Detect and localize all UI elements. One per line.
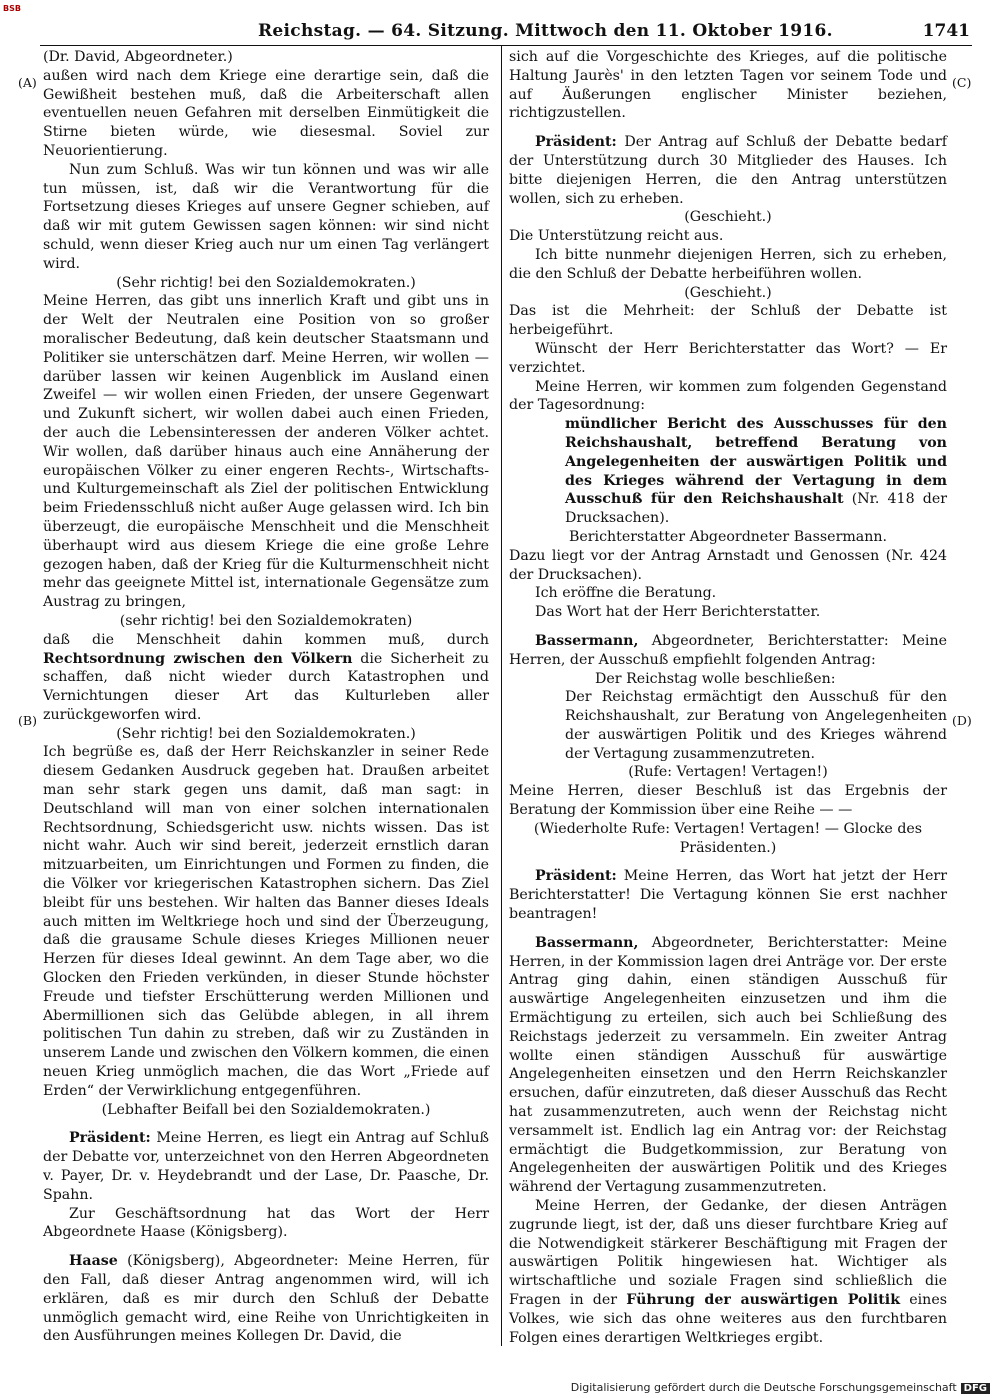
text-run: Abgeordneter, Berichterstatter: Meine Herren, in der Kommission lagen drei Anträge vor. Der erste Antrag ging dahin, einen ständigen Ausschuß für auswärtige Angelegenheiten einzusetzen und ihm die Ermächtigung zu erteilen, sich auch bei Schließung des Reichstags jederzeit zu versammeln. Ein zweiter Antrag wollte einen ständigen Ausschuß für auswärtige Angelegenheiten einsetzen und den Herrn Reichskanzler ersuchen, dafür einzutreten, daß dieser Ausschuß das Recht hat zusammenzutreten, auch wenn der Reichstag nicht versammelt ist. Endlich lag ein Antrag vor: der Reichstag ermächtigt die Budgetkommission, zur Beratung von Angelegenheiten der auswärtigen Politik und des Krieges während der Vertagung zusammenzutreten. [509,934,947,1196]
paragraph: Ich eröffne die Beratung. [535,585,717,602]
speaker-name: Bassermann, [535,934,639,951]
interjection: (Sehr richtig! bei den Sozialdemokraten.) [116,274,416,291]
page-number: 1741 [922,21,970,41]
motion-text: Der Reichstag ermächtigt den Ausschuß für den Reichshaushalt, zur Beratung von Angelegenheiten der auswärtigen Politik und des Krieges während der Vertagung zusammenzutreten. [565,689,947,762]
paragraph [43,631,489,725]
speaker-name: Präsident: [69,1130,151,1147]
paragraph: Wünscht der Herr Berichterstatter das Wort? — Er verzichtet. [509,340,947,376]
paragraph: Die Unterstützung reicht aus. [509,228,724,245]
paragraph [509,867,947,923]
paragraph: Berichterstatter Abgeordneter Bassermann. [568,528,888,545]
text-run: Meine Herren, es liegt ein Antrag auf Schluß der Debatte vor, unterzeichnet von den Herren Abgeordneten v. Payer, Dr. v. Heydebrandt und der Lase, Dr. Paasche, Dr. Spahn. [43,1130,489,1203]
text-run: (Nr. 418 der Drucksachen). [565,491,947,527]
header-rule [40,45,972,46]
margin-marker-a: (A) [18,75,37,90]
paragraph [43,1252,489,1346]
interjection: (Sehr richtig! bei den Sozialdemokraten.) [116,725,416,742]
interjection: (Rufe: Vertagen! Vertagen!) [628,764,828,781]
paragraph: Der Reichstag wolle beschließen: [595,670,836,687]
paragraph [509,934,947,1197]
corner-tag: BSB [3,4,21,13]
paragraph [509,632,947,670]
paragraph: sich auf die Vorgeschichte des Krieges, auf die politische Haltung Jaurès' in den letzten Tagen vor seinem Tode und auf Äußerungen englischer Minister beziehen, richtigzustellen. [509,49,947,122]
emphasis: Führung der auswärtigen Politik [626,1292,901,1308]
interjection: (Geschieht.) [684,284,772,301]
text-run: Der Antrag auf Schluß der Debatte bedarf der Unterstützung durch 30 Mitglieder des Hauses. Ich bitte diejenigen Herren, die den Antrag unterstützen wollen, sich zu erheben. [509,134,947,207]
interjection: (Wiederholte Rufe: Vertagen! Vertagen! — Glocke des Präsidenten.) [533,820,923,856]
paragraph: Meine Herren, das gibt uns innerlich Kraft und gibt uns in der Welt der Neutralen eine Position von so großer moralischer Bedeutung, daß kein deutscher Staatsmann und Politiker sie unterschätzen darf. Meine Herren, wir wollen — darüber lassen wir keinen Augenblick im Ausland einen Zweifel — wir wollen einen Frieden, der unsere Gegenwart und Zukunft sichert, wir wollen dabei auch einen Frieden, der auch die Lebensinteressen der anderen Völker achtet. Wir wollen, daß darüber hinaus auch eine Annäherung der europäischen Völker zu einer engeren Rechts-, Wirtschafts- und Kulturgemeinschaft als Ziel der politischen Entwicklung beim Friedensschluß nicht außer Auge gelassen wird. Ich bin überzeugt, die europäische Menschheit und die Menschheit überhaupt wird aus diesem Kriege die eine große Lehre gezogen haben, daß der Krieg für die Kulturmenschheit nicht mehr das geeignete Mittel ist, internationale Gegensätze zum Austrag zu bringen, [43,293,489,611]
paragraph: Meine Herren, dieser Beschluß ist das Ergebnis der Beratung der Kommission über eine Reihe — — [509,783,947,819]
paragraph: Zur Geschäftsordnung hat das Wort der Herr Abgeordnete Haase (Königsberg). [43,1205,489,1241]
column-divider [501,46,502,1346]
text-run: Meine Herren, das Wort hat jetzt der Herr Berichterstatter! Die Vertagung können Sie erst nachher beantragen! [509,868,947,923]
speaker-name: Haase [69,1253,118,1270]
text-run: eines Volkes, wie sich das ohne weiteres aus den furchtbaren Folgen eines derartigen Weltkrieges ergibt. [509,1292,947,1346]
right-column [509,48,947,1347]
emphasis: Rechtsordnung zwischen den Völkern [43,650,353,667]
footer-text: Digitalisierung gefördert durch die Deutsche Forschungsgemeinschaft [570,1381,957,1394]
paragraph [509,1197,947,1347]
paragraph: Dazu liegt vor der Antrag Arnstadt und Genossen (Nr. 424 der Drucksachen). [509,547,947,583]
speaker-continuation: (Dr. David, Abgeordneter.) [43,49,233,65]
text-run: Meine Herren, der Gedanke, der diesen Anträgen zugrunde liegt, ist der, daß uns dieser furchtbare Krieg auf die Notwendigkeit stärkerer Beschäftigung mit Fragen der auswärtigen Politik hingewiesen hat. Wichtiger als wirtschaftliche und soziale Fragen sind schließlich die Fragen in der [509,1198,947,1308]
paragraph [509,133,947,208]
text-run: (Königsberg), Abgeordneter: Meine Herren, für den Fall, daß dieser Antrag angenommen wird, will ich erklären, daß es mir durch den Schluß der Debatte unmöglich gemacht wird, eine Reihe von Unrichtigkeiten in den Ausführungen meines Kollegen Dr. David, die [43,1253,489,1345]
agenda-title: mündlicher Bericht des Ausschusses für den Reichshaushalt, betreffend Beratung von Angelegenheiten der auswärtigen Politik und des Krieges während der Vertagung in dem Ausschuß für den Reichshaushalt [565,416,947,508]
digitization-footer [571,1381,990,1394]
paragraph: Ich bitte nunmehr diejenigen Herren, sich zu erheben, die den Schluß der Debatte herbeiführen wollen. [509,246,947,282]
text-run: Abgeordneter, Berichterstatter: Meine Herren, der Ausschuß empfiehlt folgenden Antrag: [509,632,947,668]
agenda-item [509,415,947,528]
dfg-logo: DFG [961,1383,990,1394]
speaker-name: Präsident: [535,134,617,151]
paragraph [43,1129,489,1204]
text-run: daß die Menschheit dahin kommen muß, durch [43,631,489,648]
paragraph: Ich begrüße es, daß der Herr Reichskanzler in seiner Rede diesem Gedanken Ausdruck gegeben hat. Draußen arbeitet man sehr stark gegen uns damit, daß man sagt: in Deutschland will man von einer solchen internationalen Rechtsordnung, Schiedsgericht usw. nichts wissen. Das ist nicht wahr. Auch wir sind bereit, jederzeit ernstlich daran mitzuarbeiten, um Einrichtungen und Formen zu finden, die die Völker vor kriegerischen Katastrophen sichern. Das Ziel bleibt für uns bestehen. Wir halten das Banner dieses Ideals auch mitten im Weltkriege hoch und sind der Überzeugung, daß die grausame Schule dieses Krieges Millionen neuer Herzen für dieses Ideal gewinnt. An dem Tage aber, wo die Glocken den Frieden verkünden, in dieser Stunde höchster Freude und tiefster Erschütterung werden Millionen und Abermillionen sich das Gelübde ablegen, in all ihrem politischen Tun dahin zu streben, daß wir zu Zuständen in unserem Lande und zwischen den Völkern kommen, die einen neuen Krieg unmöglich machen, die das Wort „Friede auf Erden“ der Verwirklichung entgegenführen. [43,744,489,1099]
margin-marker-b: (B) [18,713,37,728]
interjection: (Geschieht.) [684,209,772,226]
text-run: die Sicherheit zu schaffen, daß nicht wieder durch Katastrophen und Vernichtungen dieser Art das Kulturleben aller zurückgeworfen wird. [43,650,489,723]
margin-marker-c: (C) [952,75,972,90]
margin-marker-d: (D) [952,713,972,728]
paragraph: Nun zum Schluß. Was wir tun können und was wir alle tun müssen, ist, daß wir die Verantwortung für die Fortsetzung dieses Krieges auf unsere Gegner schieben, auf daß wir mit gutem Gewissen sagen können: wir sind nicht schuld, wenn dieser Krieg auch nur um einen Tag verlängert wird. [43,161,489,272]
paragraph: außen wird nach dem Kriege eine derartige sein, daß die Gewißheit bestehen muß, daß die Arbeiterschaft allen eventuellen neuen Gefahren mit derselben Einmütigkeit die Stirne bieten würde, wie diesesmal. Soviel zur Neuorientierung. [43,67,489,159]
page-header [258,21,970,43]
speaker-name: Bassermann, [535,632,639,649]
interjection: (Lebhafter Beifall bei den Sozialdemokraten.) [101,1101,431,1118]
interjection: (sehr richtig! bei den Sozialdemokraten) [119,612,413,629]
speaker-name: Präsident: [535,868,617,885]
running-head: Reichstag. — 64. Sitzung. Mittwoch den 11. Oktober 1916. [258,21,833,41]
paragraph: Das ist die Mehrheit: der Schluß der Debatte ist herbeigeführt. [509,303,947,339]
paragraph: Meine Herren, wir kommen zum folgenden Gegenstand der Tagesordnung: [509,378,947,414]
left-column [43,48,489,1346]
paragraph: Das Wort hat der Herr Berichterstatter. [535,604,821,621]
